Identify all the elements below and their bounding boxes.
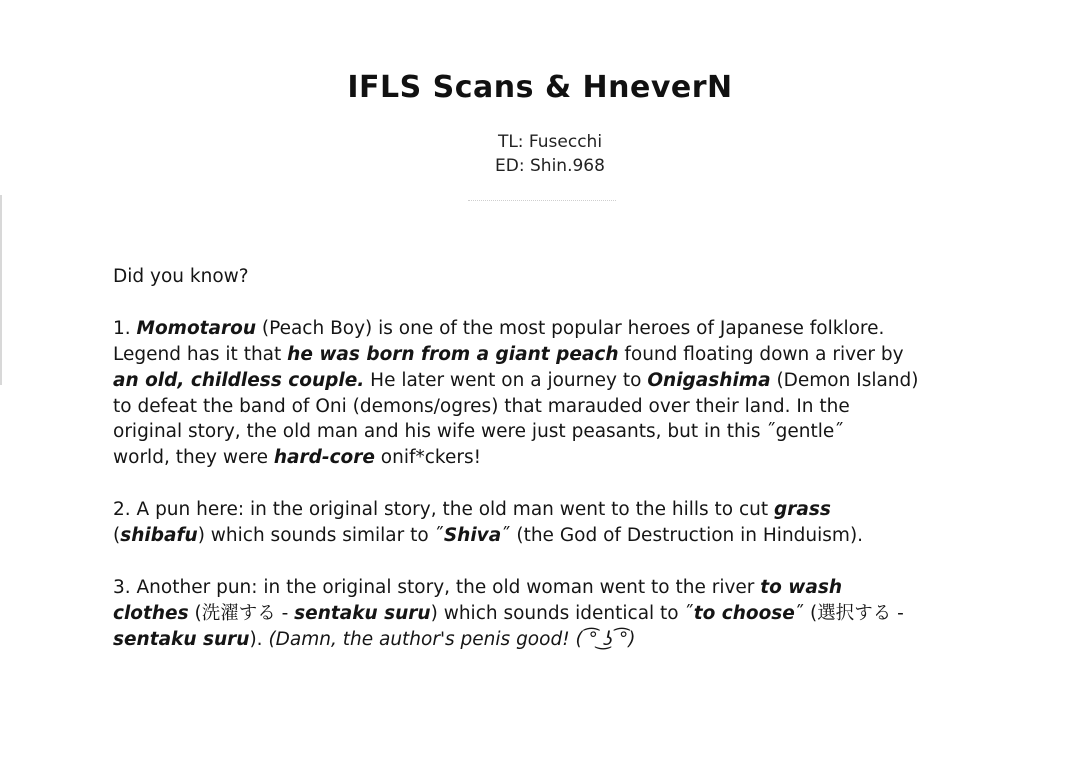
note3-line3 <box>113 627 973 653</box>
note1-line5: original story, the old man and his wife were just peasants, but in this ˝gentle˝ <box>113 421 844 443</box>
editor-credit: ED: Shin.968 <box>495 156 605 176</box>
note3-text: (洗濯する - <box>188 602 295 624</box>
note2-text: ˝ (the God of Destruction in Hinduism). <box>501 525 864 547</box>
note3-line2 <box>113 601 973 627</box>
note1-text: world, they were <box>113 447 274 469</box>
faint-divider <box>468 188 616 201</box>
note1-text: onif*ckers! <box>374 447 482 469</box>
note1-text: 1. <box>113 317 137 339</box>
note2-emphasis: Shiva <box>443 525 502 547</box>
notes-body <box>113 264 973 653</box>
note2-line1 <box>113 497 973 523</box>
spacer <box>113 471 973 497</box>
page-edge-mark <box>0 195 2 385</box>
note1-emphasis: Momotarou <box>136 317 256 339</box>
note1-line4: to defeat the band of Oni (demons/ogres) that marauded over their land. In the <box>113 395 850 417</box>
translator-credit: TL: Fusecchi <box>497 132 603 152</box>
note1-text: (Peach Boy) is one of the most popular heroes of Japanese folklore. <box>255 317 885 339</box>
note3-text: 3. Another pun: in the original story, the old woman went to the river <box>113 576 761 598</box>
note3-emphasis: to choose <box>693 602 795 624</box>
note2-text: 2. A pun here: in the original story, the old man went to the hills to cut <box>113 499 774 521</box>
note3-text: ). <box>249 628 269 650</box>
note3-emphasis: sentaku suru <box>113 628 250 650</box>
note1-emphasis: Onigashima <box>647 369 771 391</box>
note3-text: ) which sounds identical to ˝ <box>430 602 694 624</box>
note3-emphasis: to wash <box>760 576 843 598</box>
credits-block <box>470 130 630 178</box>
note2-text: ( <box>113 525 121 547</box>
note2-emphasis: grass <box>774 499 831 521</box>
note3-text: ˝ (選択する - <box>794 602 904 624</box>
note1-line3 <box>113 368 973 394</box>
note2-text: ) which sounds similar to ˝ <box>197 525 444 547</box>
note2-line2 <box>113 523 973 549</box>
note1-emphasis: an old, childless couple. <box>113 369 365 391</box>
note1-text: found floating down a river by <box>618 343 904 365</box>
note3-emphasis: sentaku suru <box>294 602 431 624</box>
note3-aside: (Damn, the author's penis good! ( ͡° ͜ʖ ͡°) <box>268 628 636 650</box>
note1-line6 <box>113 445 973 471</box>
note2-emphasis: shibafu <box>120 525 198 547</box>
note1-line2 <box>113 342 973 368</box>
note1-text: (Demon Island) <box>770 369 919 391</box>
note3-line1 <box>113 575 973 601</box>
note1-emphasis: he was born from a giant peach <box>287 343 619 365</box>
note1-line1 <box>113 316 973 342</box>
note1-emphasis: hard-core <box>273 447 375 469</box>
spacer <box>113 290 973 316</box>
note3-emphasis: clothes <box>113 602 189 624</box>
note1-text: He later went on a journey to <box>364 369 648 391</box>
intro-line: Did you know? <box>113 266 249 287</box>
note1-text: Legend has it that <box>113 343 288 365</box>
spacer <box>113 549 973 575</box>
group-title: IFLS Scans & HneverN <box>347 70 733 105</box>
